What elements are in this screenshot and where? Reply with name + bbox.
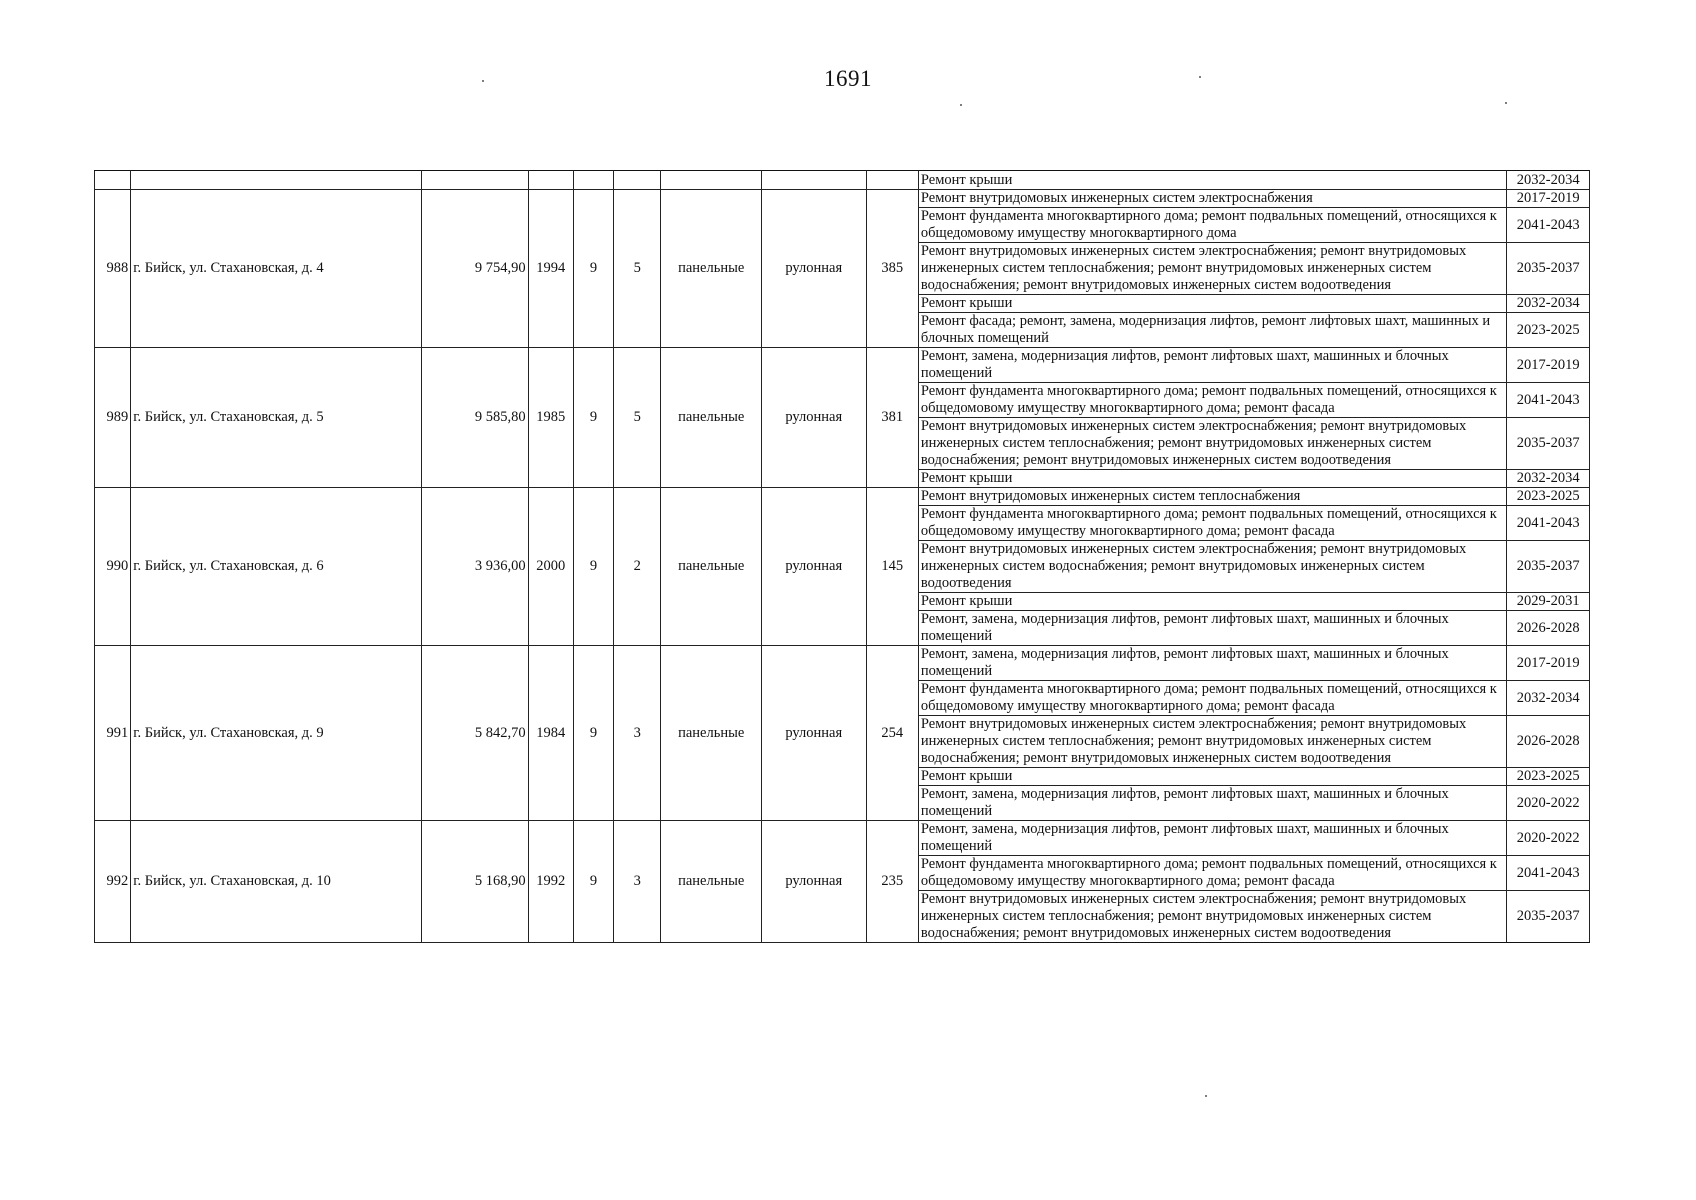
empty-cell [614,171,661,190]
building-year: 1985 [528,348,573,488]
work-type: Ремонт, замена, модернизация лифтов, ремонт лифтовых шахт, машинных и блочных помещений [918,646,1507,681]
work-type: Ремонт, замена, модернизация лифтов, ремонт лифтовых шахт, машинных и блочных помещений [918,786,1507,821]
entrance-count: 3 [614,646,661,821]
work-period: 2017-2019 [1507,646,1590,681]
work-period: 2035-2037 [1507,891,1590,943]
work-type: Ремонт фундамента многоквартирного дома; ремонт подвальных помещений, относящихся к общедомовому имуществу многоквартирного дома; ремонт фасада [918,506,1507,541]
wall-material: панельные [661,821,762,943]
building-number: 992 [95,821,131,943]
work-period: 2035-2037 [1507,243,1590,295]
work-period: 2032-2034 [1507,681,1590,716]
work-period: 2032-2034 [1507,470,1590,488]
table-row [95,348,1590,383]
work-period: 2032-2034 [1507,295,1590,313]
building-number: 989 [95,348,131,488]
work-type: Ремонт крыши [918,295,1507,313]
work-type: Ремонт фундамента многоквартирного дома; ремонт подвальных помещений, относящихся к общедомовому имуществу многоквартирного дома; ремонт фасада [918,681,1507,716]
work-type: Ремонт внутридомовых инженерных систем электроснабжения; ремонт внутридомовых инженерных систем теплоснабжения; ремонт внутридомовых инженерных систем водоснабжения; ремонт внутридомовых инженерных систем водоотведения [918,418,1507,470]
work-period: 2023-2025 [1507,768,1590,786]
work-period: 2035-2037 [1507,418,1590,470]
table-row [95,488,1590,506]
work-period: 2020-2022 [1507,786,1590,821]
building-year: 1992 [528,821,573,943]
empty-cell [131,171,422,190]
scan-speck [482,80,484,82]
resident-count: 385 [866,190,918,348]
work-period: 2041-2043 [1507,856,1590,891]
building-number: 988 [95,190,131,348]
work-period: 2041-2043 [1507,383,1590,418]
entrance-count: 5 [614,190,661,348]
building-area: 9 754,90 [421,190,528,348]
floor-count: 9 [573,821,613,943]
building-address: г. Бийск, ул. Стахановская, д. 10 [131,821,422,943]
table-body [95,171,1590,943]
building-address: г. Бийск, ул. Стахановская, д. 6 [131,488,422,646]
floor-count: 9 [573,190,613,348]
empty-cell [528,171,573,190]
work-period: 2020-2022 [1507,821,1590,856]
wall-material: панельные [661,348,762,488]
roof-type: рулонная [761,821,866,943]
scan-speck [1199,76,1201,78]
roof-type: рулонная [761,190,866,348]
work-period: 2023-2025 [1507,488,1590,506]
wall-material: панельные [661,190,762,348]
work-period: 2026-2028 [1507,716,1590,768]
entrance-count: 3 [614,821,661,943]
work-period: 2041-2043 [1507,506,1590,541]
building-address: г. Бийск, ул. Стахановская, д. 4 [131,190,422,348]
table-row [95,190,1590,208]
work-period: 2026-2028 [1507,611,1590,646]
building-year: 2000 [528,488,573,646]
building-year: 1984 [528,646,573,821]
table-row [95,821,1590,856]
scan-speck [960,104,962,106]
work-period: 2017-2019 [1507,190,1590,208]
wall-material: панельные [661,646,762,821]
carryover-row [95,171,1590,190]
work-type: Ремонт крыши [918,593,1507,611]
work-period: 2029-2031 [1507,593,1590,611]
building-address: г. Бийск, ул. Стахановская, д. 5 [131,348,422,488]
work-type: Ремонт внутридомовых инженерных систем электроснабжения; ремонт внутридомовых инженерных систем теплоснабжения; ремонт внутридомовых инженерных систем водоснабжения; ремонт внутридомовых инженерных систем водоотведения [918,891,1507,943]
empty-cell [866,171,918,190]
building-area: 5 168,90 [421,821,528,943]
scan-speck [1505,102,1507,104]
empty-cell [95,171,131,190]
entrance-count: 2 [614,488,661,646]
empty-cell [661,171,762,190]
work-type: Ремонт внутридомовых инженерных систем теплоснабжения [918,488,1507,506]
building-area: 3 936,00 [421,488,528,646]
building-area: 5 842,70 [421,646,528,821]
work-period: 2041-2043 [1507,208,1590,243]
entrance-count: 5 [614,348,661,488]
resident-count: 235 [866,821,918,943]
building-area: 9 585,80 [421,348,528,488]
work-type: Ремонт крыши [918,470,1507,488]
table-row [95,646,1590,681]
empty-cell [421,171,528,190]
scan-speck [1205,1095,1207,1097]
page-number: 1691 [824,66,872,91]
resident-count: 381 [866,348,918,488]
work-type: Ремонт внутридомовых инженерных систем электроснабжения; ремонт внутридомовых инженерных систем теплоснабжения; ремонт внутридомовых инженерных систем водоснабжения; ремонт внутридомовых инженерных систем водоотведения [918,243,1507,295]
work-type: Ремонт, замена, модернизация лифтов, ремонт лифтовых шахт, машинных и блочных помещений [918,821,1507,856]
empty-cell [761,171,866,190]
wall-material: панельные [661,488,762,646]
floor-count: 9 [573,646,613,821]
work-type: Ремонт, замена, модернизация лифтов, ремонт лифтовых шахт, машинных и блочных помещений [918,611,1507,646]
work-type: Ремонт фундамента многоквартирного дома; ремонт подвальных помещений, относящихся к общедомовому имуществу многоквартирного дома; ремонт фасада [918,856,1507,891]
work-period: 2032-2034 [1507,171,1590,190]
resident-count: 145 [866,488,918,646]
work-type: Ремонт внутридомовых инженерных систем электроснабжения; ремонт внутридомовых инженерных систем теплоснабжения; ремонт внутридомовых инженерных систем водоснабжения; ремонт внутридомовых инженерных систем водоотведения [918,716,1507,768]
work-type: Ремонт крыши [918,768,1507,786]
floor-count: 9 [573,348,613,488]
work-type: Ремонт внутридомовых инженерных систем электроснабжения [918,190,1507,208]
work-type: Ремонт, замена, модернизация лифтов, ремонт лифтовых шахт, машинных и блочных помещений [918,348,1507,383]
floor-count: 9 [573,488,613,646]
work-period: 2017-2019 [1507,348,1590,383]
building-address: г. Бийск, ул. Стахановская, д. 9 [131,646,422,821]
work-type: Ремонт крыши [918,171,1507,190]
work-period: 2035-2037 [1507,541,1590,593]
work-period: 2023-2025 [1507,313,1590,348]
work-type: Ремонт фундамента многоквартирного дома; ремонт подвальных помещений, относящихся к общедомовому имуществу многоквартирного дома [918,208,1507,243]
roof-type: рулонная [761,646,866,821]
building-number: 991 [95,646,131,821]
roof-type: рулонная [761,348,866,488]
work-type: Ремонт фундамента многоквартирного дома; ремонт подвальных помещений, относящихся к общедомовому имуществу многоквартирного дома; ремонт фасада [918,383,1507,418]
empty-cell [573,171,613,190]
work-type: Ремонт внутридомовых инженерных систем электроснабжения; ремонт внутридомовых инженерных систем водоснабжения; ремонт внутридомовых инженерных систем водоотведения [918,541,1507,593]
building-number: 990 [95,488,131,646]
building-year: 1994 [528,190,573,348]
capital-repair-table [94,170,1590,943]
resident-count: 254 [866,646,918,821]
work-type: Ремонт фасада; ремонт, замена, модернизация лифтов, ремонт лифтовых шахт, машинных и блочных помещений [918,313,1507,348]
roof-type: рулонная [761,488,866,646]
